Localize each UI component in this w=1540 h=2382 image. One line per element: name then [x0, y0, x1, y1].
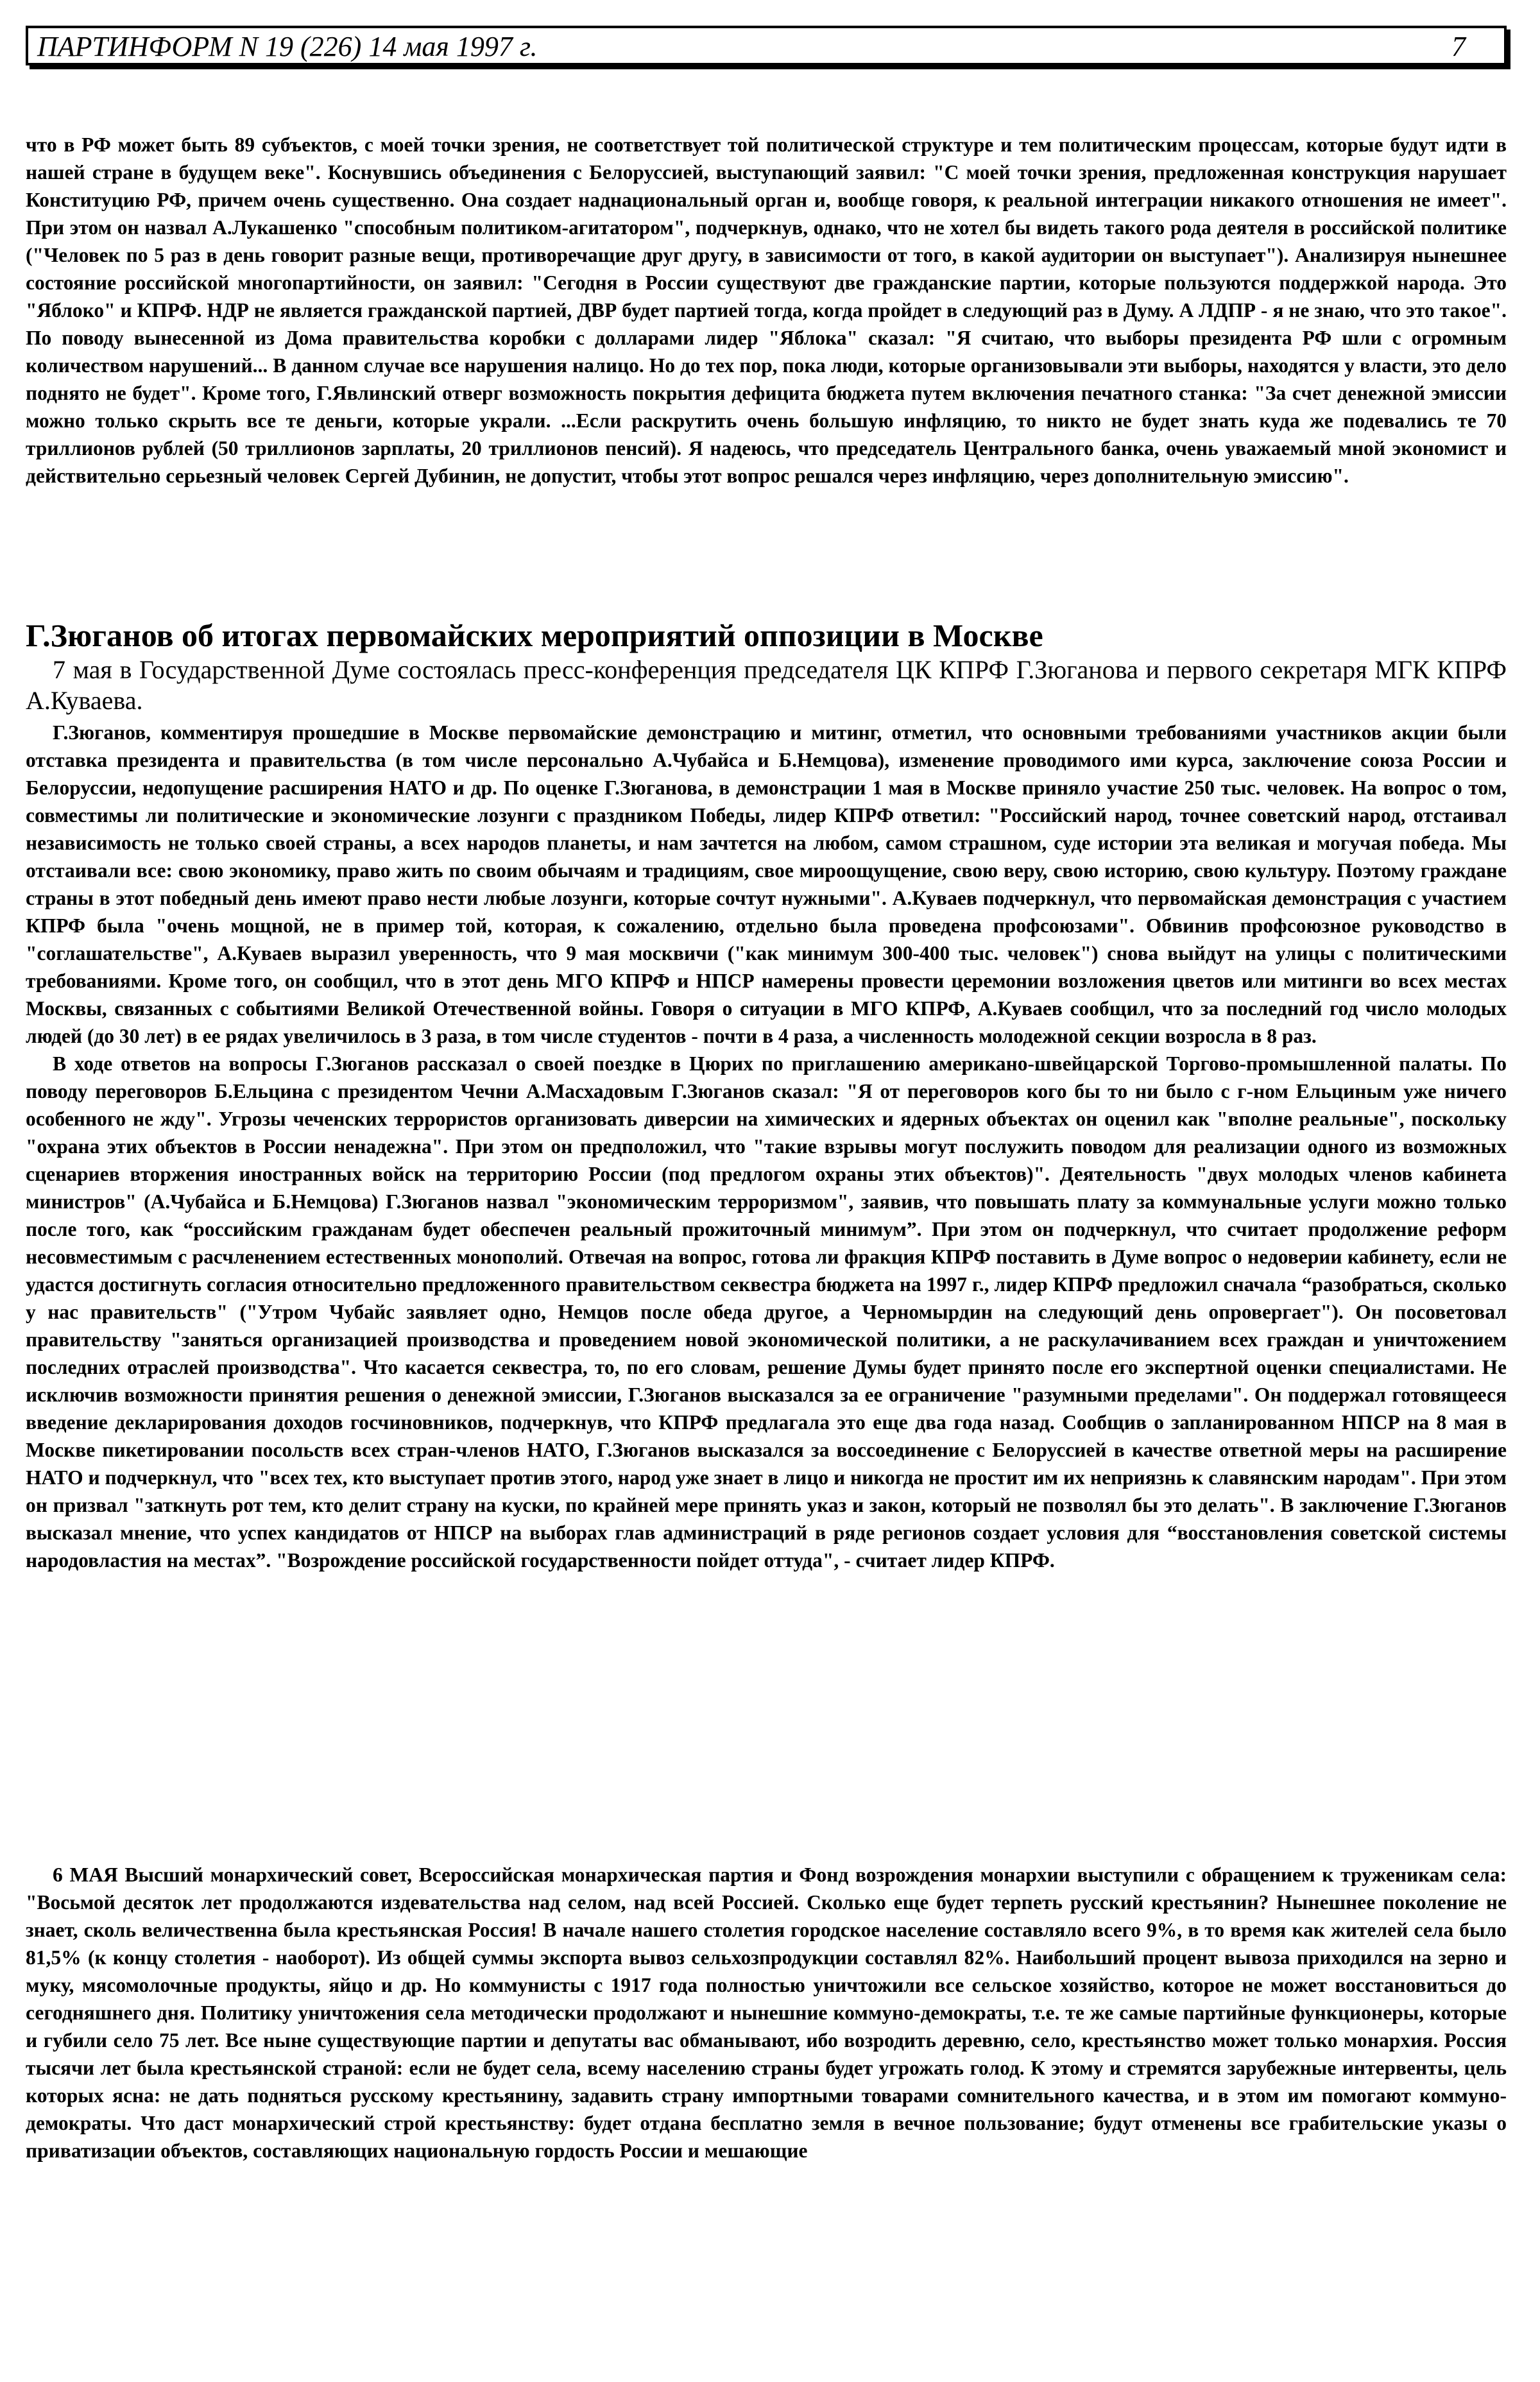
article-paragraph: В ходе ответов на вопросы Г.Зюганов рассказал о своей поездке в Цюрих по приглашению американо-швейцарской Торгово-промышленной палаты. По поводу переговоров Б.Ельцина с президентом Чечни А.Масхадовым Г.Зюганов сказал: "Я от переговоров кого бы то ни было с г-ном Ельциным уже ничего особенного не жду". Угрозы чеченских террористов организовать диверсии на химических и ядерных объектах он оценил как "вполне реальные", поскольку "охрана этих объектов в России ненадежна". При этом он предположил, что "такие взрывы могут послужить поводом для реализации одного из возможных сценариев вторжения иностранных войск на территорию России (под предлогом охраны этих объектов)". Деятельность "двух молодых членов кабинета министров" (А.Чубайса и Б.Немцова) Г.Зюганов назвал "экономическим терроризмом", заявив, что повышать плату за коммунальные услуги можно только после того, как “российским гражданам будет обеспечен реальный прожиточный минимум”. При этом он подчеркнул, что считает продолжение реформ несовместимым с расчленением естественных монополий. Отвечая на вопрос, готова ли фракция КПРФ поставить в Думе вопрос о недоверии кабинету, если не удастся достигнуть согласия относительно предложенного правительством секвестра бюджета на 1997 г., лидер КПРФ предложил сначала “разобраться, сколько у нас правительств" ("Утром Чубайс заявляет одно, Немцов после обеда другое, а Черномырдин на следующий день опровергает"). Он посоветовал правительству "заняться организацией производства и проведением новой экономической политики, а не раскулачиванием всех граждан и уничтожением последних отраслей производства". Что касается секвестра, то, по его словам, решение Думы будет принято после его экспертной оценки специалистами. Не исключив возможности принятия решения о денежной эмиссии, Г.Зюганов высказался за ее ограничение "разумными пределами". Он поддержал готовящееся введение декларирования доходов госчиновников, подчеркнув, что КПРФ предлагала это еще два года назад. Сообщив о запланированном НПСР на 8 мая в Москве пикетировании посольств всех стран-членов НАТО, Г.Зюганов высказался за воссоединение с Белоруссией в качестве ответной меры на расширение НАТО и подчеркнул, что "всех тех, кто выступает против этого, народ уже знает в лицо и никогда не простит им их неприязнь к славянским народам". При этом он призвал "заткнуть рот тем, кто делит страну на куски, по крайней мере принять указ и закон, который не позволял бы это делать". В заключение Г.Зюганов высказал мнение, что успех кандидатов от НПСР на выборах глав администраций в ряде регионов создает условия для “восстановления советской системы народовластия на местах”. "Возрождение российской государственности пойдет оттуда", - считает лидер КПРФ. [26, 1052, 1507, 1572]
page-header [26, 26, 1507, 65]
article-body [26, 719, 1507, 1574]
page-number: 7 [1451, 31, 1466, 62]
article-headline: Г.Зюганов об итогах первомайских мероприятий оппозиции в Москве [26, 617, 1043, 653]
article-lead: 7 мая в Государственной Думе состоялась пресс-конференция председателя ЦК КПРФ Г.Зюганова и первого секретаря МГК КПРФ А.Куваева. [26, 655, 1507, 715]
may6-section [26, 1861, 1507, 2164]
may6-paragraph: 6 МАЯ Высший монархический совет, Всероссийская монархическая партия и Фонд возрождения монархии выступили с обращением к труженикам села: "Восьмой десяток лет продолжаются издевательства над селом, над всей Россией. Сколько еще будет терпеть русский крестьянин? Нынешнее поколение не знает, сколь величественна была крестьянская Россия! В начале нашего столетия городское население составляло всего 9%, в то время как жителей села было 81,5% (к концу столетия - наоборот). Из общей суммы экспорта вывоз сельхозпродукции составлял 82%. Наибольший процент вывоза приходился на зерно и муку, мясомолочные продукты, яйцо и др. Но коммунисты с 1917 года полностью уничтожили все сельское хозяйство, которое не может восстановиться до сегодняшнего дня. Политику уничтожения села методически продолжают и нынешние коммуно-демократы, т.е. те же самые партийные функционеры, которые и губили село 75 лет. Все ныне существующие партии и депутаты вас обманывают, ибо возродить деревню, село, крестьянство может только монархия. Россия тысячи лет была крестьянской страной: если не будет села, всему населению страны будет угрожать голод. К этому и стремятся зарубежные интервенты, цель которых ясна: не дать подняться русскому крестьянину, задавить страну импортными товарами сомнительного качества, и в этом им помогают коммуно-демократы. Что даст монархический строй крестьянству: будет отдана бесплатно земля в вечное пользование; будут отменены все грабительские указы о приватизации объектов, составляющих национальную гордость России и мешающие [26, 1864, 1507, 2162]
intro-paragraph: что в РФ может быть 89 субъектов, с моей точки зрения, не соответствует той политической структуре и тем политическим процессам, которые будут идти в нашей стране в будущем веке". Коснувшись объединения с Белоруссией, выступающий заявил: "С моей точки зрения, предложенная конструкция нарушает Конституцию РФ, причем очень существенно. Она создает наднациональный орган и, вообще говоря, к реальной интеграции никакого отношения не имеет". При этом он назвал А.Лукашенко "способным политиком-агитатором", подчеркнув, однако, что не хотел бы видеть такого рода деятеля в российской политике ("Человек по 5 раз в день говорит разные вещи, противоречащие друг другу, в зависимости от того, в какой аудитории он выступает"). Анализируя нынешнее состояние российской многопартийности, он заявил: "Сегодня в России существуют две гражданские партии, которые пользуются поддержкой народа. Это "Яблоко" и КПРФ. НДР не является гражданской партией, ДВР будет партией тогда, когда пройдет в следующий раз в Думу. А ЛДПР - я не знаю, что это такое". По поводу вынесенной из Дома правительства коробки с долларами лидер "Яблока" сказал: "Я считаю, что выборы президента РФ шли с огромным количеством нарушений... В данном случае все нарушения налицо. Но до тех пор, пока люди, которые организовывали эти выборы, находятся у власти, это дело поднято не будет". Кроме того, Г.Явлинский отверг возможность покрытия дефицита бюджета путем включения печатного станка: "За счет денежной эмиссии можно только скрыть все те деньги, которые украли. ...Если раскрутить очень большую инфляцию, то никто не будет знать куда же подевались те 70 триллионов рублей (50 триллионов зарплаты, 20 триллионов пенсий). Я надеюсь, что председатель Центрального банка, очень уважаемый мной экономист и действительно серьезный человек Сергей Дубинин, не допустит, чтобы этот вопрос решался через инфляцию, через дополнительную эмиссию". [26, 133, 1507, 487]
publication-title: ПАРТИНФОРМ N 19 (226) 14 мая 1997 г. [37, 31, 538, 62]
article-paragraph: Г.Зюганов, комментируя прошедшие в Москве первомайские демонстрацию и митинг, отметил, что основными требованиями участников акции были отставка президента и правительства (в том числе персонально А.Чубайса и Б.Немцова), изменение проводимого ими курса, заключение союза России и Белоруссии, недопущение расширения НАТО и др. По оценке Г.Зюганова, в демонстрации 1 мая в Москве приняло участие 250 тыс. человек. На вопрос о том, совместимы ли политические и экономические лозунги с праздником Победы, лидер КПРФ ответил: "Российский народ, точнее советский народ, отстаивал независимость не только своей страны, а всех народов планеты, и нам зачтется на любом, самом страшном, суде истории эта великая и могучая победа. Мы отстаивали все: свою экономику, право жить по своим обычаям и традициям, свое мироощущение, свою веру, свою историю, свою культуру. Поэтому граждане страны в этот победный день имеют право нести любые лозунги, которые сочтут нужными". А.Куваев подчеркнул, что первомайская демонстрация с участием КПРФ была "очень мощной, не в пример той, которая, к сожалению, отдельно была проведена профсоюзами". Обвинив профсоюзное руководство в "соглашательстве", А.Куваев выразил уверенность, что 9 мая москвичи ("как минимум 300-400 тыс. человек") снова выйдут на улицы с политическими требованиями. Кроме того, он сообщил, что в этот день МГО КПРФ и НПСР намерены провести церемонии возложения цветов или митинги во всех местах Москвы, связанных с событиями Великой Отечественной войны. Говоря о ситуации в МГО КПРФ, А.Куваев сообщил, что за последний год число молодых людей (до 30 лет) в ее рядах увеличилось в 3 раза, в том числе студентов - почти в 4 раза, а численность молодежной секции возросла в 8 раз. [26, 721, 1507, 1047]
intro-section [26, 131, 1507, 490]
